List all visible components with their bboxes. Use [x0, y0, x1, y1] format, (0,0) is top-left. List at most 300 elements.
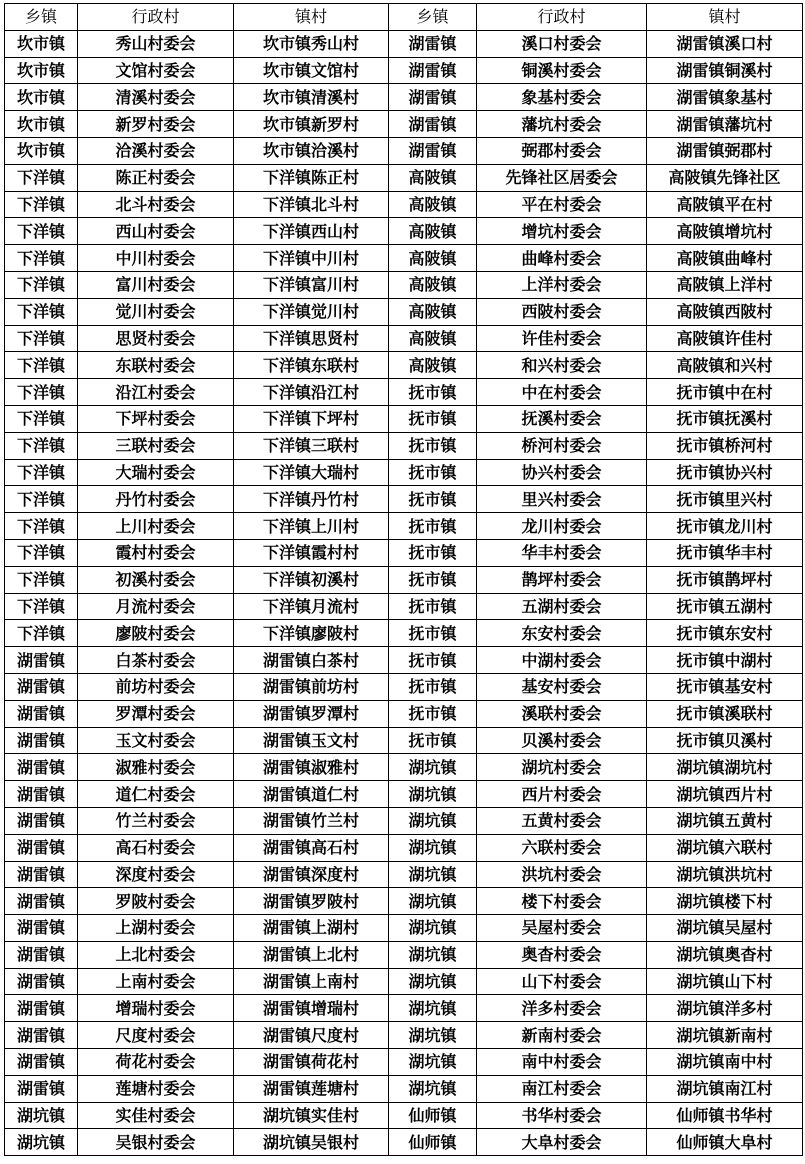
township-cell: 湖坑镇 — [389, 941, 477, 968]
town-village-cell: 抚市镇抚溪村 — [647, 405, 803, 432]
table-row — [5, 700, 803, 727]
township-cell: 下洋镇 — [5, 379, 78, 406]
table-row — [5, 968, 803, 995]
town-village-cell: 湖雷镇道仁村 — [234, 781, 389, 808]
town-village-cell: 湖雷镇藩坑村 — [647, 111, 803, 138]
town-village-cell: 坎市镇新罗村 — [234, 111, 389, 138]
town-village-cell: 湖雷镇荷花村 — [234, 1049, 389, 1076]
admin-village-cell: 鹊坪村委会 — [477, 566, 647, 593]
town-village-cell: 抚市镇五湖村 — [647, 593, 803, 620]
town-village-cell: 抚市镇基安村 — [647, 673, 803, 700]
admin-village-cell: 上洋村委会 — [477, 271, 647, 298]
township-cell: 湖坑镇 — [5, 1102, 78, 1129]
town-village-cell: 高陂镇曲峰村 — [647, 245, 803, 272]
admin-village-cell: 南中村委会 — [477, 1049, 647, 1076]
town-village-cell: 湖雷镇竹兰村 — [234, 807, 389, 834]
township-cell: 下洋镇 — [5, 620, 78, 647]
admin-village-cell: 洽溪村委会 — [78, 137, 234, 164]
township-cell: 湖坑镇 — [389, 754, 477, 781]
township-cell: 坎市镇 — [5, 84, 78, 111]
town-village-cell: 高陂镇许佳村 — [647, 325, 803, 352]
town-village-cell: 湖雷镇溪口村 — [647, 30, 803, 57]
admin-village-cell: 莲塘村委会 — [78, 1075, 234, 1102]
table-row — [5, 807, 803, 834]
admin-village-cell: 里兴村委会 — [477, 486, 647, 513]
table-row — [5, 566, 803, 593]
table-row — [5, 539, 803, 566]
admin-village-cell: 增瑞村委会 — [78, 995, 234, 1022]
town-village-cell: 湖雷镇弼郡村 — [647, 137, 803, 164]
table-row — [5, 673, 803, 700]
table-row — [5, 1075, 803, 1102]
table-row — [5, 245, 803, 272]
admin-village-cell: 西山村委会 — [78, 218, 234, 245]
admin-village-cell: 弼郡村委会 — [477, 137, 647, 164]
town-village-cell: 湖雷镇深度村 — [234, 861, 389, 888]
admin-village-cell: 洋多村委会 — [477, 995, 647, 1022]
township-cell: 下洋镇 — [5, 539, 78, 566]
table-body — [5, 30, 803, 1155]
township-cell: 下洋镇 — [5, 218, 78, 245]
town-village-cell: 湖坑镇西片村 — [647, 781, 803, 808]
admin-village-cell: 五黄村委会 — [477, 807, 647, 834]
admin-village-cell: 桥河村委会 — [477, 432, 647, 459]
admin-village-cell: 吴屋村委会 — [477, 915, 647, 942]
admin-village-cell: 北斗村委会 — [78, 191, 234, 218]
admin-village-cell: 抚溪村委会 — [477, 405, 647, 432]
township-cell: 湖雷镇 — [5, 727, 78, 754]
township-cell: 坎市镇 — [5, 111, 78, 138]
admin-village-cell: 基安村委会 — [477, 673, 647, 700]
township-cell: 下洋镇 — [5, 191, 78, 218]
town-village-cell: 下洋镇思贤村 — [234, 325, 389, 352]
admin-village-cell: 许佳村委会 — [477, 325, 647, 352]
admin-village-cell: 大阜村委会 — [477, 1129, 647, 1156]
admin-village-cell: 前坊村委会 — [78, 673, 234, 700]
town-village-cell: 湖雷镇淑雅村 — [234, 754, 389, 781]
admin-village-cell: 南江村委会 — [477, 1075, 647, 1102]
township-cell: 下洋镇 — [5, 513, 78, 540]
table-row — [5, 781, 803, 808]
township-cell: 湖坑镇 — [389, 995, 477, 1022]
town-village-cell: 高陂镇西陂村 — [647, 298, 803, 325]
town-village-cell: 湖雷镇罗陂村 — [234, 888, 389, 915]
town-village-cell: 抚市镇桥河村 — [647, 432, 803, 459]
admin-village-cell: 和兴村委会 — [477, 352, 647, 379]
admin-village-cell: 沿江村委会 — [78, 379, 234, 406]
town-village-cell: 下洋镇沿江村 — [234, 379, 389, 406]
header-township-left: 乡镇 — [5, 4, 78, 31]
admin-village-cell: 西陂村委会 — [477, 298, 647, 325]
town-village-cell: 湖坑镇实佳村 — [234, 1102, 389, 1129]
township-cell: 湖坑镇 — [389, 781, 477, 808]
township-cell: 下洋镇 — [5, 593, 78, 620]
table-row — [5, 111, 803, 138]
town-village-cell: 下洋镇廖陂村 — [234, 620, 389, 647]
town-village-cell: 高陂镇先锋社区 — [647, 164, 803, 191]
town-village-cell: 湖雷镇高石村 — [234, 834, 389, 861]
township-cell: 湖坑镇 — [389, 1075, 477, 1102]
town-village-cell: 仙师镇书华村 — [647, 1102, 803, 1129]
town-village-cell: 湖雷镇罗潭村 — [234, 700, 389, 727]
town-village-cell: 湖坑镇六联村 — [647, 834, 803, 861]
table-row — [5, 379, 803, 406]
town-village-cell: 下洋镇丹竹村 — [234, 486, 389, 513]
township-cell: 湖雷镇 — [389, 30, 477, 57]
township-cell: 下洋镇 — [5, 352, 78, 379]
township-cell: 下洋镇 — [5, 566, 78, 593]
town-village-cell: 下洋镇月流村 — [234, 593, 389, 620]
township-cell: 下洋镇 — [5, 164, 78, 191]
table-row — [5, 30, 803, 57]
town-village-cell: 湖坑镇新南村 — [647, 1022, 803, 1049]
admin-village-cell: 溪联村委会 — [477, 700, 647, 727]
township-cell: 湖雷镇 — [5, 647, 78, 674]
table-row — [5, 915, 803, 942]
admin-village-cell: 吴银村委会 — [78, 1129, 234, 1156]
town-village-cell: 高陂镇增坑村 — [647, 218, 803, 245]
town-village-cell: 高陂镇上洋村 — [647, 271, 803, 298]
township-cell: 湖雷镇 — [5, 941, 78, 968]
township-cell: 坎市镇 — [5, 30, 78, 57]
township-cell: 湖雷镇 — [5, 834, 78, 861]
town-village-cell: 抚市镇协兴村 — [647, 459, 803, 486]
admin-village-cell: 铜溪村委会 — [477, 57, 647, 84]
admin-village-cell: 东联村委会 — [78, 352, 234, 379]
township-cell: 抚市镇 — [389, 647, 477, 674]
township-cell: 高陂镇 — [389, 271, 477, 298]
town-village-cell: 抚市镇鹊坪村 — [647, 566, 803, 593]
village-table — [4, 3, 803, 1156]
town-village-cell: 湖雷镇前坊村 — [234, 673, 389, 700]
table-row — [5, 191, 803, 218]
township-cell: 湖坑镇 — [389, 888, 477, 915]
admin-village-cell: 秀山村委会 — [78, 30, 234, 57]
town-village-cell: 湖坑镇湖坑村 — [647, 754, 803, 781]
admin-village-cell: 溪口村委会 — [477, 30, 647, 57]
town-village-cell: 抚市镇里兴村 — [647, 486, 803, 513]
township-cell: 下洋镇 — [5, 486, 78, 513]
admin-village-cell: 藩坑村委会 — [477, 111, 647, 138]
table-row — [5, 727, 803, 754]
township-cell: 仙师镇 — [389, 1102, 477, 1129]
table-row — [5, 218, 803, 245]
admin-village-cell: 玉文村委会 — [78, 727, 234, 754]
township-cell: 高陂镇 — [389, 352, 477, 379]
town-village-cell: 坎市镇文馆村 — [234, 57, 389, 84]
header-town-village-right: 镇村 — [647, 4, 803, 31]
town-village-cell: 湖坑镇南江村 — [647, 1075, 803, 1102]
admin-village-cell: 陈正村委会 — [78, 164, 234, 191]
town-village-cell: 湖坑镇奥杳村 — [647, 941, 803, 968]
town-village-cell: 湖雷镇上湖村 — [234, 915, 389, 942]
township-cell: 湖坑镇 — [389, 861, 477, 888]
town-village-cell: 湖坑镇洪坑村 — [647, 861, 803, 888]
admin-village-cell: 富川村委会 — [78, 271, 234, 298]
town-village-cell: 湖雷镇白茶村 — [234, 647, 389, 674]
town-village-cell: 下洋镇西山村 — [234, 218, 389, 245]
town-village-cell: 湖雷镇尺度村 — [234, 1022, 389, 1049]
town-village-cell: 湖雷镇象基村 — [647, 84, 803, 111]
admin-village-cell: 山下村委会 — [477, 968, 647, 995]
table-row — [5, 459, 803, 486]
township-cell: 湖坑镇 — [5, 1129, 78, 1156]
township-cell: 湖坑镇 — [389, 1049, 477, 1076]
town-village-cell: 坎市镇洽溪村 — [234, 137, 389, 164]
admin-village-cell: 五湖村委会 — [477, 593, 647, 620]
table-row — [5, 352, 803, 379]
table-header-row — [5, 4, 803, 31]
admin-village-cell: 道仁村委会 — [78, 781, 234, 808]
town-village-cell: 抚市镇华丰村 — [647, 539, 803, 566]
township-cell: 高陂镇 — [389, 164, 477, 191]
township-cell: 湖雷镇 — [389, 84, 477, 111]
township-cell: 湖坑镇 — [389, 968, 477, 995]
admin-village-cell: 下坪村委会 — [78, 405, 234, 432]
township-cell: 抚市镇 — [389, 405, 477, 432]
township-cell: 湖雷镇 — [389, 137, 477, 164]
town-village-cell: 高陂镇和兴村 — [647, 352, 803, 379]
table-row — [5, 1049, 803, 1076]
town-village-cell: 湖坑镇五黄村 — [647, 807, 803, 834]
admin-village-cell: 协兴村委会 — [477, 459, 647, 486]
township-cell: 仙师镇 — [389, 1129, 477, 1156]
table-row — [5, 620, 803, 647]
township-cell: 抚市镇 — [389, 513, 477, 540]
admin-village-cell: 新罗村委会 — [78, 111, 234, 138]
header-admin-village-left: 行政村 — [78, 4, 234, 31]
township-cell: 高陂镇 — [389, 218, 477, 245]
town-village-cell: 湖雷镇增瑞村 — [234, 995, 389, 1022]
admin-village-cell: 洪坑村委会 — [477, 861, 647, 888]
township-cell: 下洋镇 — [5, 245, 78, 272]
town-village-cell: 坎市镇秀山村 — [234, 30, 389, 57]
township-cell: 抚市镇 — [389, 539, 477, 566]
admin-village-cell: 实佳村委会 — [78, 1102, 234, 1129]
table-row — [5, 84, 803, 111]
township-cell: 抚市镇 — [389, 432, 477, 459]
town-village-cell: 湖坑镇洋多村 — [647, 995, 803, 1022]
town-village-cell: 坎市镇清溪村 — [234, 84, 389, 111]
header-admin-village-right: 行政村 — [477, 4, 647, 31]
township-cell: 湖雷镇 — [5, 781, 78, 808]
admin-village-cell: 白茶村委会 — [78, 647, 234, 674]
admin-village-cell: 竹兰村委会 — [78, 807, 234, 834]
admin-village-cell: 清溪村委会 — [78, 84, 234, 111]
township-cell: 湖雷镇 — [5, 1049, 78, 1076]
admin-village-cell: 上南村委会 — [78, 968, 234, 995]
admin-village-cell: 先锋社区居委会 — [477, 164, 647, 191]
township-cell: 湖雷镇 — [389, 111, 477, 138]
admin-village-cell: 中湖村委会 — [477, 647, 647, 674]
table-row — [5, 271, 803, 298]
township-cell: 湖雷镇 — [5, 673, 78, 700]
town-village-cell: 下洋镇三联村 — [234, 432, 389, 459]
admin-village-cell: 中川村委会 — [78, 245, 234, 272]
table-row — [5, 164, 803, 191]
admin-village-cell: 曲峰村委会 — [477, 245, 647, 272]
town-village-cell: 湖雷镇铜溪村 — [647, 57, 803, 84]
admin-village-cell: 书华村委会 — [477, 1102, 647, 1129]
town-village-cell: 湖坑镇南中村 — [647, 1049, 803, 1076]
town-village-cell: 下洋镇富川村 — [234, 271, 389, 298]
header-township-right: 乡镇 — [389, 4, 477, 31]
admin-village-cell: 三联村委会 — [78, 432, 234, 459]
township-cell: 湖雷镇 — [5, 807, 78, 834]
admin-village-cell: 新南村委会 — [477, 1022, 647, 1049]
table-row — [5, 325, 803, 352]
town-village-cell: 下洋镇中川村 — [234, 245, 389, 272]
township-cell: 湖坑镇 — [389, 807, 477, 834]
town-village-cell: 下洋镇东联村 — [234, 352, 389, 379]
admin-village-cell: 大瑞村委会 — [78, 459, 234, 486]
admin-village-cell: 淑雅村委会 — [78, 754, 234, 781]
township-cell: 下洋镇 — [5, 405, 78, 432]
table-row — [5, 432, 803, 459]
township-cell: 高陂镇 — [389, 191, 477, 218]
admin-village-cell: 思贤村委会 — [78, 325, 234, 352]
table-row — [5, 647, 803, 674]
town-village-cell: 抚市镇贝溪村 — [647, 727, 803, 754]
admin-village-cell: 湖坑村委会 — [477, 754, 647, 781]
admin-village-cell: 增坑村委会 — [477, 218, 647, 245]
town-village-cell: 下洋镇北斗村 — [234, 191, 389, 218]
town-village-cell: 下洋镇初溪村 — [234, 566, 389, 593]
township-cell: 湖雷镇 — [5, 861, 78, 888]
township-cell: 抚市镇 — [389, 727, 477, 754]
town-village-cell: 湖雷镇莲塘村 — [234, 1075, 389, 1102]
township-cell: 湖雷镇 — [5, 968, 78, 995]
town-village-cell: 湖坑镇吴屋村 — [647, 915, 803, 942]
township-cell: 高陂镇 — [389, 245, 477, 272]
township-cell: 湖坑镇 — [389, 1022, 477, 1049]
admin-village-cell: 华丰村委会 — [477, 539, 647, 566]
admin-village-cell: 罗陂村委会 — [78, 888, 234, 915]
township-cell: 湖坑镇 — [389, 834, 477, 861]
admin-village-cell: 月流村委会 — [78, 593, 234, 620]
town-village-cell: 仙师镇大阜村 — [647, 1129, 803, 1156]
township-cell: 坎市镇 — [5, 137, 78, 164]
township-cell: 抚市镇 — [389, 593, 477, 620]
table-row — [5, 941, 803, 968]
admin-village-cell: 西片村委会 — [477, 781, 647, 808]
admin-village-cell: 霞村村委会 — [78, 539, 234, 566]
town-village-cell: 抚市镇龙川村 — [647, 513, 803, 540]
admin-village-cell: 象基村委会 — [477, 84, 647, 111]
admin-village-cell: 中在村委会 — [477, 379, 647, 406]
admin-village-cell: 罗潭村委会 — [78, 700, 234, 727]
township-cell: 湖雷镇 — [5, 1022, 78, 1049]
admin-village-cell: 初溪村委会 — [78, 566, 234, 593]
town-village-cell: 下洋镇霞村村 — [234, 539, 389, 566]
admin-village-cell: 上川村委会 — [78, 513, 234, 540]
town-village-cell: 湖坑镇吴银村 — [234, 1129, 389, 1156]
township-cell: 坎市镇 — [5, 57, 78, 84]
table-row — [5, 888, 803, 915]
township-cell: 抚市镇 — [389, 486, 477, 513]
admin-village-cell: 上湖村委会 — [78, 915, 234, 942]
township-cell: 湖雷镇 — [5, 915, 78, 942]
table-row — [5, 1102, 803, 1129]
admin-village-cell: 文馆村委会 — [78, 57, 234, 84]
township-cell: 湖雷镇 — [5, 700, 78, 727]
admin-village-cell: 上北村委会 — [78, 941, 234, 968]
admin-village-cell: 丹竹村委会 — [78, 486, 234, 513]
town-village-cell: 抚市镇中在村 — [647, 379, 803, 406]
town-village-cell: 湖坑镇山下村 — [647, 968, 803, 995]
header-town-village-left: 镇村 — [234, 4, 389, 31]
town-village-cell: 抚市镇东安村 — [647, 620, 803, 647]
town-village-cell: 下洋镇大瑞村 — [234, 459, 389, 486]
table-row — [5, 513, 803, 540]
table-row — [5, 593, 803, 620]
township-cell: 抚市镇 — [389, 673, 477, 700]
admin-village-cell: 平在村委会 — [477, 191, 647, 218]
township-cell: 湖雷镇 — [5, 754, 78, 781]
town-village-cell: 湖雷镇上南村 — [234, 968, 389, 995]
admin-village-cell: 荷花村委会 — [78, 1049, 234, 1076]
township-cell: 抚市镇 — [389, 700, 477, 727]
admin-village-cell: 尺度村委会 — [78, 1022, 234, 1049]
table-row — [5, 298, 803, 325]
admin-village-cell: 觉川村委会 — [78, 298, 234, 325]
town-village-cell: 下洋镇上川村 — [234, 513, 389, 540]
admin-village-cell: 廖陂村委会 — [78, 620, 234, 647]
township-cell: 湖雷镇 — [5, 995, 78, 1022]
table-row — [5, 1129, 803, 1156]
township-cell: 高陂镇 — [389, 298, 477, 325]
town-village-cell: 下洋镇下坪村 — [234, 405, 389, 432]
township-cell: 湖坑镇 — [389, 915, 477, 942]
township-cell: 湖雷镇 — [5, 1075, 78, 1102]
township-cell: 下洋镇 — [5, 298, 78, 325]
town-village-cell: 湖雷镇玉文村 — [234, 727, 389, 754]
township-cell: 湖雷镇 — [389, 57, 477, 84]
town-village-cell: 高陂镇平在村 — [647, 191, 803, 218]
town-village-cell: 抚市镇溪联村 — [647, 700, 803, 727]
town-village-cell: 抚市镇中湖村 — [647, 647, 803, 674]
township-cell: 抚市镇 — [389, 379, 477, 406]
township-cell: 下洋镇 — [5, 432, 78, 459]
township-cell: 湖雷镇 — [5, 888, 78, 915]
township-cell: 抚市镇 — [389, 620, 477, 647]
township-cell: 下洋镇 — [5, 459, 78, 486]
table-row — [5, 137, 803, 164]
table-row — [5, 405, 803, 432]
town-village-cell: 下洋镇觉川村 — [234, 298, 389, 325]
admin-village-cell: 东安村委会 — [477, 620, 647, 647]
admin-village-cell: 高石村委会 — [78, 834, 234, 861]
table-row — [5, 57, 803, 84]
table-row — [5, 1022, 803, 1049]
table-row — [5, 486, 803, 513]
admin-village-cell: 贝溪村委会 — [477, 727, 647, 754]
table-row — [5, 834, 803, 861]
township-cell: 抚市镇 — [389, 566, 477, 593]
admin-village-cell: 六联村委会 — [477, 834, 647, 861]
township-cell: 抚市镇 — [389, 459, 477, 486]
township-cell: 下洋镇 — [5, 271, 78, 298]
town-village-cell: 下洋镇陈正村 — [234, 164, 389, 191]
admin-village-cell: 深度村委会 — [78, 861, 234, 888]
town-village-cell: 湖雷镇上北村 — [234, 941, 389, 968]
admin-village-cell: 奥杳村委会 — [477, 941, 647, 968]
table-row — [5, 861, 803, 888]
admin-village-cell: 龙川村委会 — [477, 513, 647, 540]
township-cell: 高陂镇 — [389, 325, 477, 352]
table-row — [5, 754, 803, 781]
town-village-cell: 湖坑镇楼下村 — [647, 888, 803, 915]
